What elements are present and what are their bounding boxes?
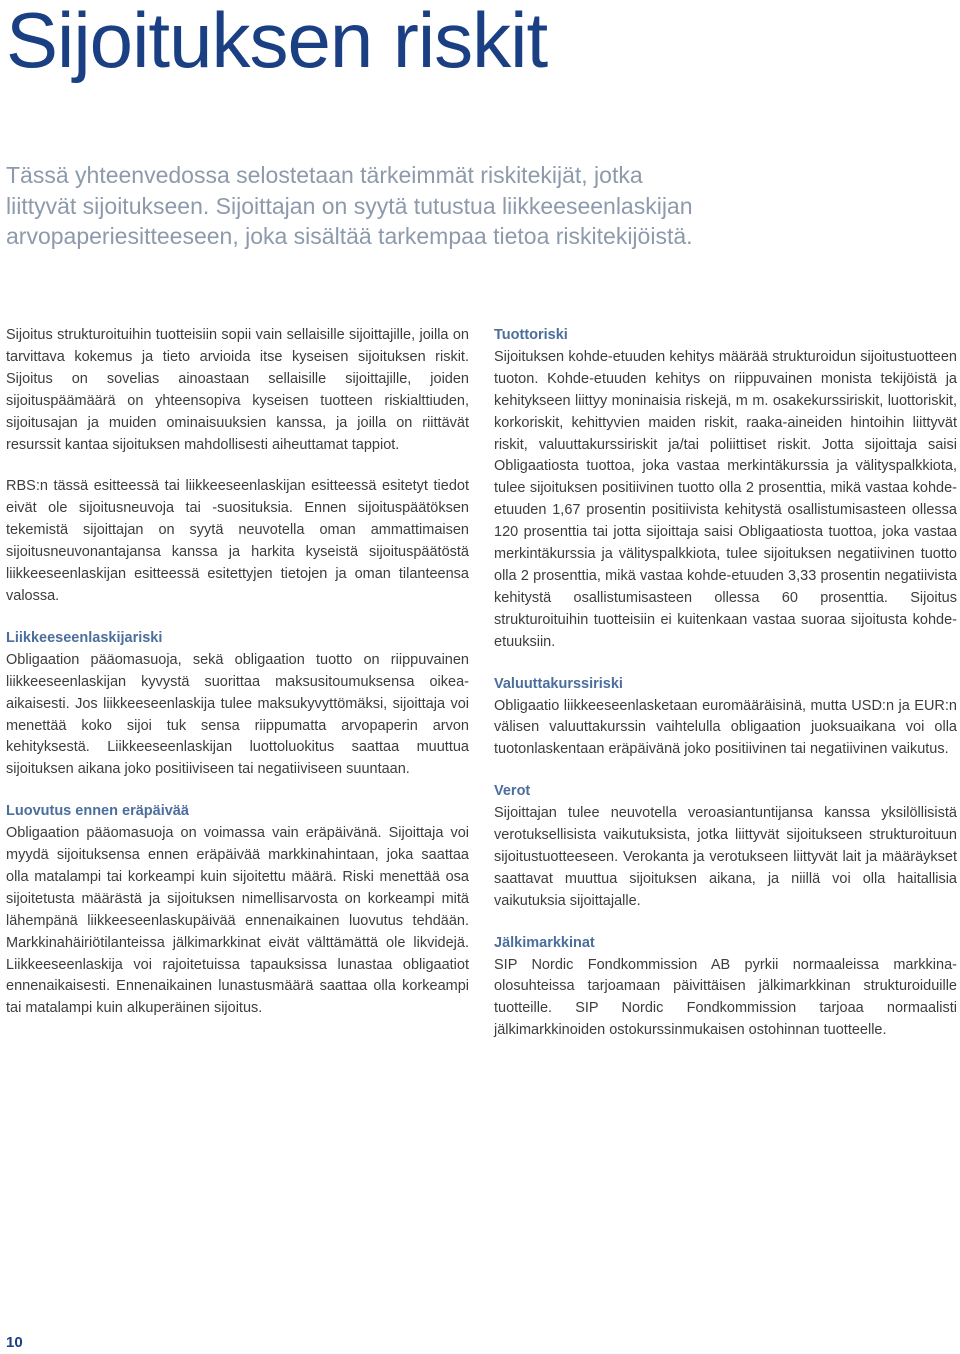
section-heading: Verot [494, 783, 531, 800]
section-body: Obligaatio liikkeeseenlasketaan euromääräisinä, mutta USD:n ja EUR:n välisen valuuttakurssin vaihtelulla obligaation juoksuaikana voi olla tuotonlaskentaan eräpäivänä joko positiivinen tai negatiivinen vaikutus. [494, 697, 957, 758]
page-number: 10 [6, 1334, 23, 1351]
section-heading: Luovutus ennen eräpäivää [6, 803, 189, 820]
advice-paragraph: RBS:n tässä esitteessä tai liikkeeseenlaskijan esitteessä esitetyt tiedot eivät ole sijoitusneuvoja tai -suosituksia. Ennen sijoituspäätöksen tekemistä sijoittajan on syytä neuvotella oman ammattimaisen sijoitusneuvonantajansa kanssa ja harkita kyseistä sijoituspäätöstä liikkeeseenlaskijan esitteessä esitettyjen tietojen ja oman tilanteensa valossa. [6, 478, 469, 604]
section-currency-risk [494, 674, 957, 762]
page-title: Sijoituksen riskit [6, 0, 548, 84]
suitability-paragraph: Sijoitus strukturoituihin tuotteisiin sopii vain sellaisille sijoittajille, joilla on tarvittava kokemus ja tieto arvioida itse kyseisen sijoituksen riskit. Sijoitus on sovelias ainoastaan sellaisille sijoittajille, joiden sijoituspäämäärä on yhteensopiva kyseisen tuotteen riskialttiuden, sijoitusajan ja muiden ominaisuuksien kanssa, ja joilla on riittävät resurssit kantaa sijoituksen mahdollisesti aiheuttamat tappiot. [6, 327, 469, 453]
section-heading: Tuottoriski [494, 327, 568, 343]
section-body: Obligaation pääomasuoja, sekä obligaation tuotto on riippuvainen liikkeeseenlaskijan kyvystä suorittaa maksusitoumuksensa oikeaaikaisesti. Jos liikkeeseenlaskija tulee maksukyvyttömäksi, sijoittaja voi menettää koko sijoi tuk sensa riippumatta arvopaperin arvon kehityksestä. Liikkeeseenlaskijan luottoluokitus saattaa muuttua sijoituksen aikana joko positiiviseen tai negatiiviseen suuntaan. [6, 651, 469, 778]
section-issuer-risk [6, 628, 469, 781]
section-body: Obligaation pääomasuoja on voimassa vain eräpäivänä. Sijoittaja voi myydä sijoituksensa ennen eräpäivää markkinahintaan, joka saattaa olla matalampi tai korkeampi kuin sijoitettu määrä. Riski menettää osa sijoitetusta määrästä ja sijoituksen nimellisarvosta on korkeampi mitä lähempänä liikkeeseenlaskupäivää ennenaikainen luovutus tehdään. Markkinahäiriötilanteissa jälkimarkkinat eivät välttämättä ole likvidejä. Liikkeeseenlaskija voi rajoitetuissa tapauksissa lunastaa obligaatiot ennenaikaisesti. Ennenaikainen lunastusmäärä saattaa olla korkeampi tai matalampi kuin alkuperäinen sijoitus. [6, 825, 469, 1017]
section-heading: Jälkimarkkinat [494, 934, 595, 951]
section-taxes [494, 781, 957, 912]
section-body: SIP Nordic Fondkommission AB pyrkii normaaleissa markkinaolosuhteissa tarjoamaan päivittäisen jälkimarkkinan strukturoiduille tuotteille. SIP Nordic Fondkommission tarjoaa normaalisti jälkimarkkinoiden ostokurssinmukaisen ostohinnan tuotteelle. [494, 956, 957, 1039]
section-body: Sijoituksen kohde-etuuden kehitys määrää strukturoidun sijoitustuotteen tuoton. Kohde-etuuden kehitys on riippuvainen monista tekijöistä ja kehitykseen liittyy moninaisia riskejä, m m. osakekurssiriskit, luottoriskit, korkoriskit, kehittyvien maiden riskit, raaka-aineiden hintoihin liittyvät riskit, valuuttakurssiriskit ja/tai poliittiset riskit. Jotta sijoittaja saisi Obligaatiosta tuottoa, joka vastaa merkintäkurssia ja välityspalkkiota, tulee sijoituksen positiivinen tuotto olla 2 prosenttia, mikä vastaa kohde-etuuden 1,67 prosentin positiivista kehitystä osallistumisasteen ollessa 120 prosenttia tai jotta sijoittaja saisi Obligaatiosta tuottoa, joka vastaa merkintäkurssia ja välityspalkkiota, tulee sijoituksen negatiivinen tuotto olla 2 prosenttia, mikä vastaa kohde-etuuden 3,33 prosentin negatiivista kehitystä osallistumisasteen ollessa 60 prosenttia. Sijoitus strukturoituihin tuotteisiin ei kuitenkaan vastaa suoraa sijoitusta kohde-etuuksiin. [494, 348, 957, 650]
right-column [494, 325, 957, 1062]
section-return-risk [494, 325, 957, 654]
intro-text: Tässä yhteenvedossa selostetaan tärkeimmät riskitekijät, jotka liittyvät sijoitukseen. Sijoittajan on syytä tutustua liikkeeseenlaskijan arvopaperiesitteeseen, joka sisältää tarkempaa tietoa riskitekijöistä. [6, 162, 693, 249]
section-heading: Liikkeeseenlaskijariski [6, 629, 163, 646]
section-secondary-market [494, 933, 957, 1043]
section-body: Sijoittajan tulee neuvotella veroasiantuntijansa kanssa yksilöllisistä verotuksellisista vaikutuksista, jotka liittyvät sijoitukseen strukturoituun sijoitustuotteeseen. Verokanta ja verotukseen liittyvät lait ja määräykset saattavat muuttua sijoituksen aikana, ja niillä voi olla haitallisia vaikutuksia sijoittajalle. [494, 805, 957, 909]
section-heading: Valuuttakurssiriski [494, 675, 623, 692]
section-early-sale [6, 801, 469, 1020]
left-column [6, 325, 469, 1040]
